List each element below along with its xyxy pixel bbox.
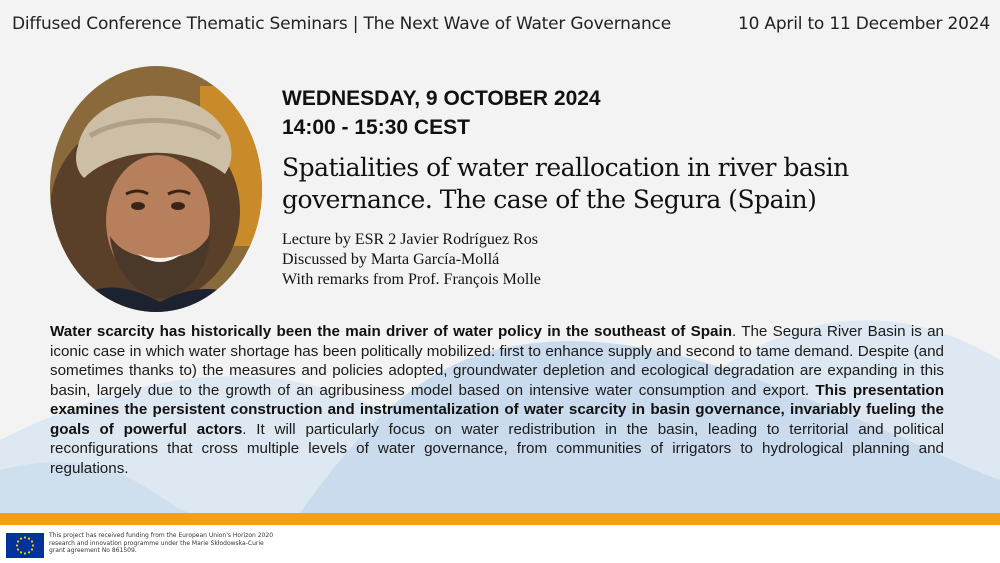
talk-title-line-2: governance. The case of the Segura (Spain) xyxy=(282,185,817,214)
event-time: 14:00 - 15:30 CEST xyxy=(282,116,470,139)
lecturer-line: Lecture by ESR 2 Javier Rodríguez Ros xyxy=(282,231,538,248)
speaker-credits xyxy=(282,230,982,290)
funding-acknowledgement: This project has received funding from the European Union's Horizon 2020 research and innovation programme under the Marie Skłodowska-Curie grant agreement No 861509. xyxy=(49,532,274,554)
talk-title xyxy=(282,152,982,216)
seminar-series-title: Diffused Conference Thematic Seminars | The Next Wave of Water Governance xyxy=(12,14,671,34)
footer xyxy=(0,525,1000,563)
abstract-text-1: . The Segura River Basin is an iconic case in which water shortage has been politically mobilized: first to enhance supply and second to tame demand. Despite (and sometimes thanks to) the measures and policies adopted, groundwater depletion and ecological degradation are expanding in this basin, largely due to the growth of an agribusiness model based on intensive water consumption and export. xyxy=(50,323,944,399)
seminar-date-range: 10 April to 11 December 2024 xyxy=(737,14,990,34)
orange-divider-bar xyxy=(0,513,1000,525)
speaker-photo xyxy=(50,66,262,312)
eu-flag-icon xyxy=(6,533,44,558)
event-details xyxy=(282,84,982,290)
header-bar xyxy=(12,14,990,38)
event-date: WEDNESDAY, 9 OCTOBER 2024 xyxy=(282,87,601,110)
abstract-bold-2: This presentation examines the persistent construction and instrumentalization of water scarcity in basin governance, invariably fueling the goals of powerful actors xyxy=(50,381,944,438)
remarks-line: With remarks from Prof. François Molle xyxy=(282,271,541,288)
abstract-bold-1: Water scarcity has historically been the main driver of water policy in the southeast of Spain xyxy=(50,323,732,340)
discussant-line: Discussed by Marta García-Mollá xyxy=(282,251,500,268)
talk-title-line-1: Spatialities of water reallocation in river basin xyxy=(282,153,849,182)
abstract-text-2: . It will particularly focus on water redistribution in the basin, leading to territorial and political reconfigurations that cross multiple levels of water governance, from communities of irrigators to hydrological planning and regulations. xyxy=(50,420,944,477)
abstract-text xyxy=(50,322,944,478)
